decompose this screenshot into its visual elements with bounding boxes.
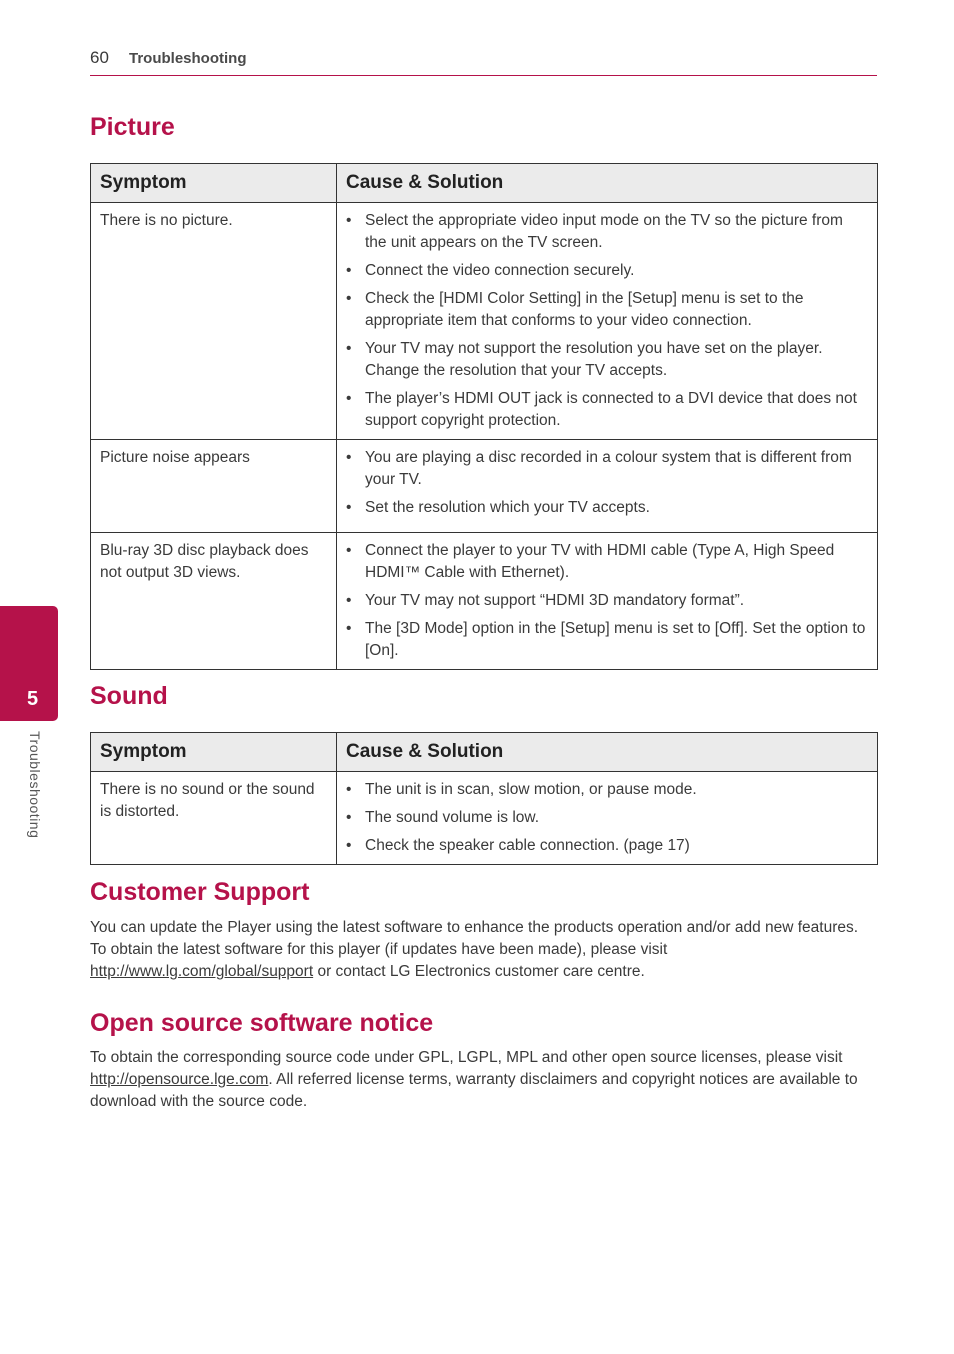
table-row <box>91 772 878 865</box>
cause-cell <box>337 533 878 670</box>
customer-support-text <box>90 917 870 983</box>
open-source-text-end: . All referred license terms, warranty disclaimers and copyright notices are available to download with the source code. <box>90 1071 858 1110</box>
cause-item: • Check the [HDMI Color Setting] in the [Setup] menu is set to the appropriate item that conforms to your video connection. <box>346 288 868 332</box>
support-link[interactable]: http://www.lg.com/global/support <box>90 963 314 980</box>
cause-item: • The [3D Mode] option in the [Setup] menu is set to [Off]. Set the option to [On]. <box>346 618 868 662</box>
open-source-text <box>90 1047 870 1113</box>
symptom-cell: Blu-ray 3D disc playback does not output 3D views. <box>91 533 337 670</box>
symptom-column-header: Symptom <box>91 164 337 203</box>
cause-cell <box>337 772 878 865</box>
cause-item: • Your TV may not support the resolution you have set on the player. Change the resolution that your TV accepts. <box>346 338 868 382</box>
table-header-row <box>91 164 878 203</box>
cause-cell <box>337 440 878 533</box>
open-source-link[interactable]: http://opensource.lge.com <box>90 1071 269 1088</box>
open-source-heading: Open source software notice <box>90 1009 434 1037</box>
symptom-cell: There is no picture. <box>91 203 337 440</box>
cause-column-header: Cause & Solution <box>337 164 878 203</box>
cause-column-header: Cause & Solution <box>337 733 878 772</box>
table-row <box>91 203 878 440</box>
cause-cell <box>337 203 878 440</box>
cause-item: • Connect the video connection securely. <box>346 260 868 282</box>
table-header-row <box>91 733 878 772</box>
symptom-cell: There is no sound or the sound is distorted. <box>91 772 337 865</box>
cause-item: • You are playing a disc recorded in a colour system that is different from your TV. <box>346 447 868 491</box>
cause-item: • The unit is in scan, slow motion, or pause mode. <box>346 779 868 801</box>
page-number: 60 <box>90 48 109 67</box>
symptom-column-header: Symptom <box>91 733 337 772</box>
picture-table <box>90 163 878 670</box>
cause-item: • Select the appropriate video input mode on the TV so the picture from the unit appears on the TV screen. <box>346 210 868 254</box>
chapter-label: Troubleshooting <box>27 731 43 839</box>
page-header <box>90 48 877 76</box>
sound-heading: Sound <box>90 682 168 710</box>
page-section-title: Troubleshooting <box>129 50 247 67</box>
open-source-text-start: To obtain the corresponding source code under GPL, LGPL, MPL and other open source licenses, please visit <box>90 1049 843 1066</box>
sound-table <box>90 732 878 865</box>
symptom-cell: Picture noise appears <box>91 440 337 533</box>
cause-item: • The player’s HDMI OUT jack is connected to a DVI device that does not support copyright protection. <box>346 388 868 432</box>
table-row <box>91 533 878 670</box>
customer-support-heading: Customer Support <box>90 878 310 906</box>
cause-item: • Connect the player to your TV with HDMI cable (Type A, High Speed HDMI™ Cable with Ethernet). <box>346 540 868 584</box>
cause-item: • Check the speaker cable connection. (page 17) <box>346 835 868 857</box>
picture-heading: Picture <box>90 113 175 141</box>
table-row <box>91 440 878 533</box>
cause-item: • Your TV may not support “HDMI 3D mandatory format”. <box>346 590 868 612</box>
customer-support-text-start: You can update the Player using the latest software to enhance the products operation and/or add new features. To obtain the latest software for this player (if updates have been made), please visit <box>90 919 859 958</box>
customer-support-text-end: or contact LG Electronics customer care centre. <box>313 963 645 980</box>
chapter-number: 5 <box>27 688 39 710</box>
cause-item: • The sound volume is low. <box>346 807 868 829</box>
cause-item: • Set the resolution which your TV accepts. <box>346 497 868 519</box>
